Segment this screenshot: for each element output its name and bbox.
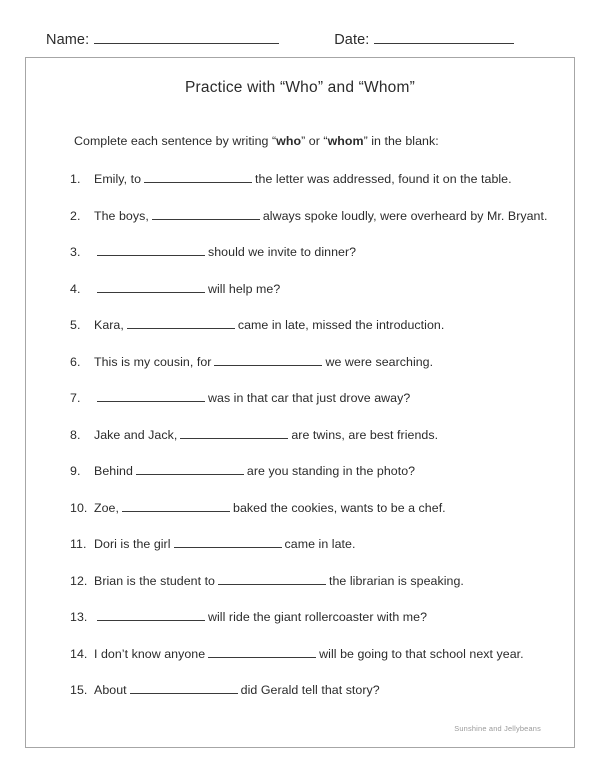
question-text-before-blank: Jake and Jack,	[94, 427, 178, 442]
question-text-after-blank: are twins, are best friends.	[291, 427, 439, 442]
name-field[interactable]	[46, 30, 279, 48]
question-text	[94, 280, 554, 296]
question-text-before-blank: Brian is the student to	[94, 573, 215, 588]
question-text	[94, 353, 554, 369]
question-text-after-blank: are you standing in the photo?	[246, 464, 416, 478]
student-info-row	[46, 30, 560, 52]
answer-blank[interactable]	[130, 681, 238, 694]
answer-blank[interactable]	[122, 499, 230, 512]
question-number: 7.	[70, 391, 81, 405]
question-text-after-blank: will ride the giant rollercoaster with me?	[208, 610, 428, 624]
question-text-before-blank: Zoe,	[94, 500, 119, 515]
question-text	[94, 316, 554, 332]
question-item	[70, 608, 554, 645]
question-number: 11.	[70, 537, 87, 551]
question-text-after-blank: came in late, missed the introduction.	[237, 318, 445, 332]
question-text-after-blank: did Gerald tell that story?	[240, 683, 380, 697]
question-list	[70, 170, 554, 718]
question-text-before-blank: Emily, to	[94, 172, 142, 186]
question-text-after-blank: always spoke loudly, were overheard by Mr. Bryant.	[262, 208, 548, 223]
question-text	[94, 499, 554, 515]
page-title: Practice with “Who” and “Whom”	[185, 79, 415, 96]
question-number: 6.	[70, 354, 81, 369]
answer-blank[interactable]	[97, 280, 205, 293]
question-number: 4.	[70, 281, 81, 296]
question-item	[70, 499, 554, 536]
answer-blank[interactable]	[97, 243, 205, 256]
question-text	[94, 645, 554, 661]
question-text-before-blank: I don’t know anyone	[94, 646, 206, 661]
question-number: 5.	[70, 318, 81, 332]
question-item	[70, 207, 554, 244]
question-item	[70, 645, 554, 682]
question-text	[94, 170, 554, 186]
question-item	[70, 535, 554, 572]
question-number: 2.	[70, 208, 81, 223]
question-number: 10.	[70, 500, 88, 515]
question-item	[70, 170, 554, 207]
instructions-part-3: ” in the blank:	[363, 134, 439, 148]
question-text-before-blank: Kara,	[94, 318, 124, 332]
question-item	[70, 389, 554, 426]
question-text-after-blank: will be going to that school next year.	[319, 646, 524, 661]
answer-blank[interactable]	[127, 316, 235, 329]
question-item	[70, 316, 554, 353]
name-write-line[interactable]	[94, 30, 279, 44]
question-text-after-blank: will help me?	[208, 281, 281, 296]
question-text	[94, 681, 554, 697]
answer-blank[interactable]	[208, 645, 316, 658]
question-text-before-blank: About	[94, 683, 127, 697]
instructions-word-who: who	[276, 134, 302, 148]
question-text-before-blank: Dori is the girl	[94, 537, 171, 551]
question-item	[70, 280, 554, 317]
instructions-word-whom: whom	[327, 134, 364, 148]
question-text	[94, 243, 554, 259]
answer-blank[interactable]	[136, 462, 244, 475]
question-item	[70, 353, 554, 390]
name-label: Name:	[46, 32, 90, 48]
question-text-after-blank: baked the cookies, wants to be a chef.	[233, 500, 446, 515]
question-text	[94, 572, 554, 588]
question-item	[70, 681, 554, 718]
answer-blank[interactable]	[144, 170, 252, 183]
question-text-before-blank: Behind	[94, 464, 133, 478]
question-item	[70, 426, 554, 463]
answer-blank[interactable]	[218, 572, 326, 585]
question-text-after-blank: was in that car that just drove away?	[208, 391, 411, 405]
question-text-after-blank: the librarian is speaking.	[329, 573, 464, 588]
question-text-after-blank: we were searching.	[325, 354, 434, 369]
question-number: 8.	[70, 427, 81, 442]
question-item	[70, 462, 554, 499]
question-item	[70, 572, 554, 609]
instructions-line	[74, 134, 544, 148]
question-number: 14.	[70, 646, 88, 661]
question-text-after-blank: should we invite to dinner?	[208, 245, 357, 259]
question-number: 13.	[70, 610, 88, 624]
question-number: 15.	[70, 683, 88, 697]
worksheet-border-box	[25, 57, 575, 748]
answer-blank[interactable]	[214, 353, 322, 366]
answer-blank[interactable]	[174, 535, 282, 548]
credit-footer: Sunshine and Jellybeans	[454, 724, 541, 733]
question-text	[94, 389, 554, 405]
question-text	[94, 608, 554, 624]
answer-blank[interactable]	[97, 389, 205, 402]
answer-blank[interactable]	[180, 426, 288, 439]
question-text-before-blank: The boys,	[94, 208, 149, 223]
question-number: 3.	[70, 245, 81, 259]
answer-blank[interactable]	[97, 608, 205, 621]
question-text	[94, 462, 554, 478]
instructions-part-2: ” or “	[301, 134, 328, 148]
question-text-after-blank: came in late.	[284, 537, 356, 551]
question-text	[94, 535, 554, 551]
question-text-before-blank: This is my cousin, for	[94, 354, 212, 369]
question-text	[94, 426, 554, 442]
question-item	[70, 243, 554, 280]
question-number: 9.	[70, 464, 81, 478]
date-write-line[interactable]	[374, 30, 514, 44]
date-label: Date:	[334, 32, 370, 48]
question-number: 1.	[70, 172, 81, 186]
date-field[interactable]	[334, 30, 514, 48]
question-text	[94, 207, 554, 223]
question-text-after-blank: the letter was addressed, found it on the table.	[255, 172, 512, 186]
question-number: 12.	[70, 573, 88, 588]
instructions-part-1: Complete each sentence by writing “	[74, 134, 277, 148]
answer-blank[interactable]	[152, 207, 260, 220]
